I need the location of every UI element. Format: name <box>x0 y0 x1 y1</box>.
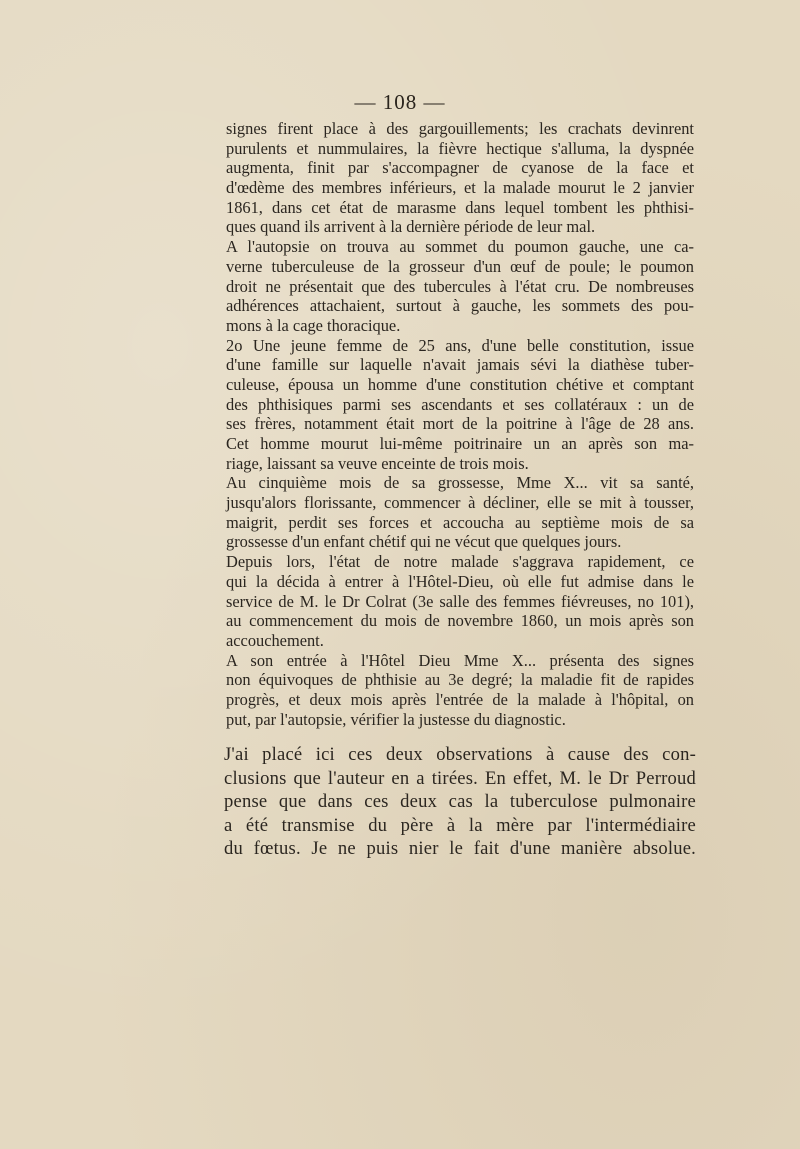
text-line: d'une famille sur laquelle n'avait jamais sévi la diathèse tuber- <box>226 355 694 375</box>
text-line: ques quand ils arrivent à la dernière période de leur mal. <box>226 217 596 237</box>
text-line: verne tuberculeuse de la grosseur d'un œuf de poule; le poumon <box>226 256 694 276</box>
text-line: 1861, dans cet état de marasme dans lequel tombent les phthisi- <box>226 197 694 217</box>
conclusion-line: pense que dans ces deux cas la tuberculose pulmonaire <box>224 791 696 812</box>
conclusion-block <box>224 743 696 861</box>
text-line: culeuse, épousa un homme d'une constitution chétive et comptant <box>226 374 694 394</box>
conclusion-line: J'ai placé ici ces deux observations à cause des con- <box>224 744 696 765</box>
conclusion-line: clusions que l'auteur en a tirées. En effet, M. le Dr Perroud <box>224 767 696 789</box>
text-line: des phthisiques parmi ses ascendants et ses collatéraux : un de <box>226 394 694 414</box>
text-line: qui la décida à entrer à l'Hôtel-Dieu, où elle fut admise dans le <box>226 571 694 591</box>
text-line: au commencement du mois de novembre 1860, un mois après son <box>226 611 694 631</box>
text-line: d'œdème des membres inférieurs, et la malade mourut le 2 janvier <box>226 178 694 198</box>
text-line: put, par l'autopsie, vérifier la justesse du diagnostic. <box>226 709 566 729</box>
text-line: riage, laissant sa veuve enceinte de trois mois. <box>226 453 529 473</box>
text-line: A l'autopsie on trouva au sommet du poumon gauche, une ca- <box>226 237 694 257</box>
text-line: signes firent place à des gargouillements; les crachats devinrent <box>226 119 694 138</box>
text-line: progrès, et deux mois après l'entrée de la malade à l'hôpital, on <box>226 689 694 709</box>
text-line: augmenta, finit par s'accompagner de cyanose de la face et <box>226 158 694 178</box>
text-line: mons à la cage thoracique. <box>226 315 401 335</box>
text-line: accouchement. <box>226 630 324 650</box>
text-line: A son entrée à l'Hôtel Dieu Mme X... présenta des signes <box>226 650 694 670</box>
conclusion-line: du fœtus. Je ne puis nier le fait d'une manière absolue. <box>224 838 696 859</box>
text-line: non équivoques de phthisie au 3e degré; la maladie fit de rapides <box>226 670 694 690</box>
text-line: grossesse d'un enfant chétif qui ne vécut que quelques jours. <box>226 532 622 552</box>
text-line: purulents et nummulaires, la fièvre hectique s'alluma, la dyspnée <box>226 138 694 158</box>
text-line: ses frères, notamment était mort de la poitrine à l'âge de 28 ans. <box>226 414 694 434</box>
text-line: Au cinquième mois de sa grossesse, Mme X... vit sa santé, <box>226 473 694 493</box>
body-text-block <box>226 119 694 729</box>
text-line: adhérences attachaient, surtout à gauche, les sommets des pou- <box>226 296 694 316</box>
text-line: Depuis lors, l'état de notre malade s'aggrava rapidement, ce <box>226 552 694 572</box>
text-line: 2o Une jeune femme de 25 ans, d'une belle constitution, issue <box>226 335 694 355</box>
page-number: — 108 — <box>354 90 446 114</box>
text-line: Cet homme mourut lui-même poitrinaire un an après son ma- <box>226 434 694 453</box>
text-line: jusqu'alors florissante, commencer à décliner, elle se mit à tousser, <box>226 493 694 513</box>
text-line: service de M. le Dr Colrat (3e salle des femmes fiévreuses, no 101), <box>226 591 694 611</box>
text-line: droit ne présentait que des tubercules à l'état cru. De nombreuses <box>226 276 694 296</box>
text-line: maigrit, perdit ses forces et accoucha au septième mois de sa <box>226 512 694 532</box>
conclusion-line: a été transmise du père à la mère par l'intermédiaire <box>224 814 696 836</box>
